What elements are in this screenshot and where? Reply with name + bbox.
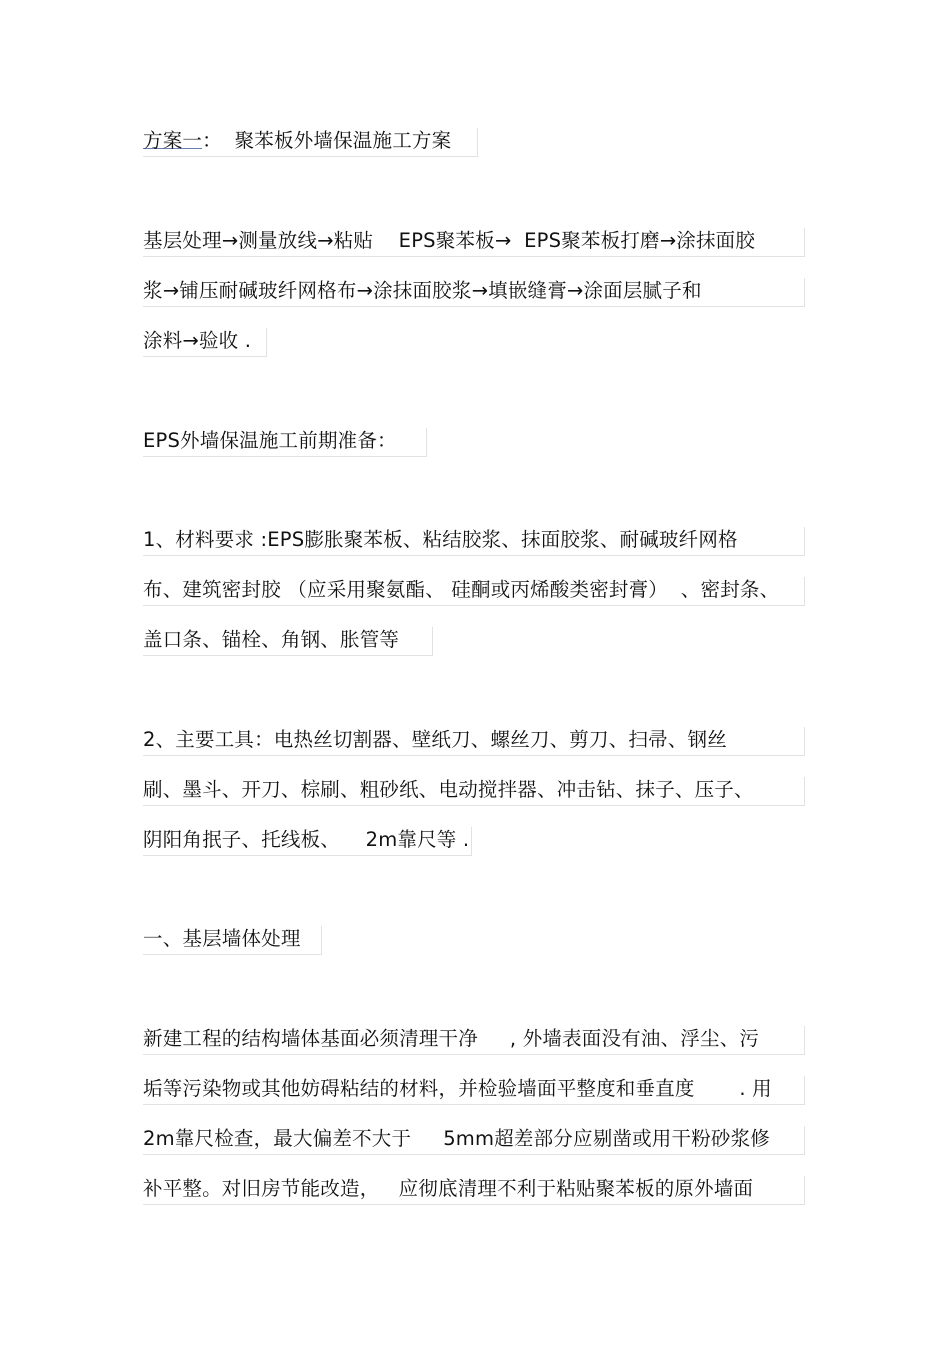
tools-line: 阴阳角抿子、托线板、 2m靠尺等 .: [143, 828, 470, 851]
materials-line: 盖口条、锚栓、角钢、胀管等: [143, 628, 400, 651]
tools-line: 刷、墨斗、开刀、棕刷、粗砂纸、电动搅拌器、冲击钻、抹子、压子、: [143, 778, 754, 801]
tools-line: 2、主要工具：电热丝切割器、壁纸刀、螺丝刀、剪刀、扫帚、钢丝: [143, 728, 727, 751]
section-heading: 一、基层墙体处理: [143, 927, 301, 950]
title-rest: ： 聚苯板外墙保温施工方案: [202, 129, 452, 152]
materials-line: 布、建筑密封胶 （应采用聚氨酯、 硅酮或丙烯酸类密封膏） 、密封条、: [143, 578, 780, 601]
body-line: 2m靠尺检查，最大偏差不大于 5mm超差部分应剔凿或用干粉砂浆修: [143, 1127, 770, 1150]
document-title: [143, 127, 451, 155]
title-prefix: 方案一: [143, 129, 203, 152]
prep-heading: EPS外墙保温施工前期准备：: [143, 429, 397, 452]
body-line: 新建工程的结构墙体基面必须清理干净 , 外墙表面没有油、浮尘、污: [143, 1027, 760, 1050]
process-line: 涂料→验收 .: [143, 329, 252, 352]
materials-line: 1、材料要求 :EPS膨胀聚苯板、粘结胶浆、抹面胶浆、耐碱玻纤网格: [143, 528, 738, 551]
body-line: 补平整。对旧房节能改造， 应彻底清理不利于粘贴聚苯板的原外墙面: [143, 1177, 754, 1200]
process-line: 基层处理→测量放线→粘贴 EPS聚苯板→ EPS聚苯板打磨→涂抹面胶: [143, 229, 756, 252]
process-line: 浆→铺压耐碱玻纤网格布→涂抹面胶浆→填嵌缝膏→涂面层腻子和: [143, 279, 702, 302]
body-line: 垢等污染物或其他妨碍粘结的材料，并检验墙面平整度和垂直度 . 用: [143, 1077, 772, 1100]
